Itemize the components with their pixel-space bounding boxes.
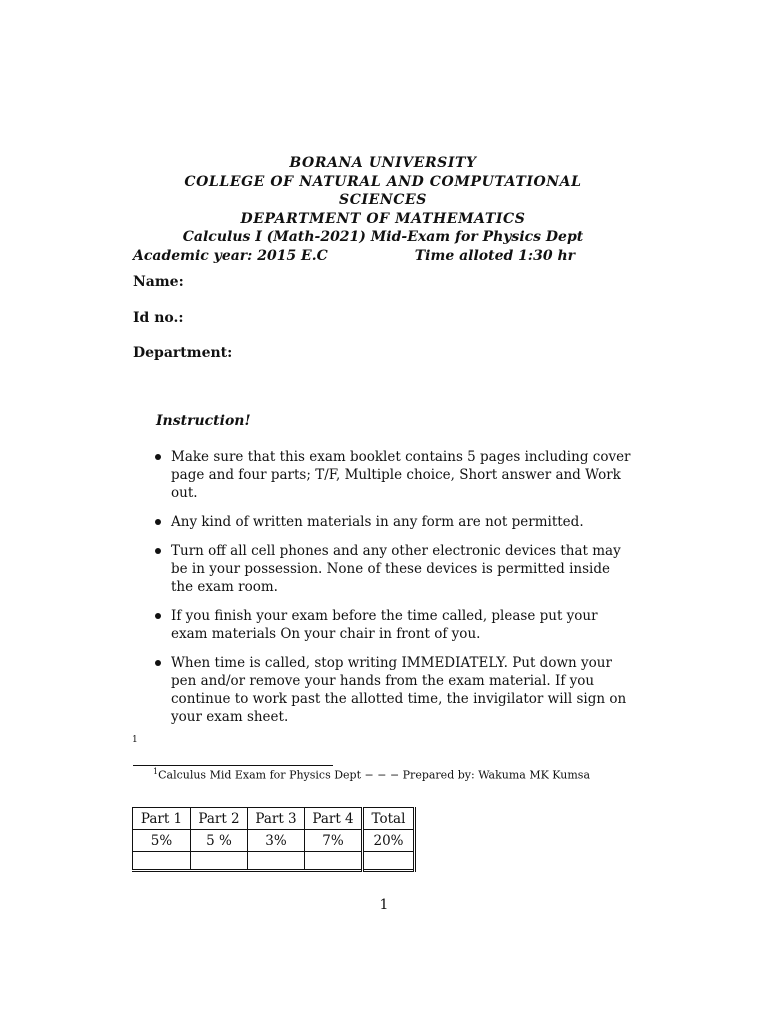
instruction-text: Turn off all cell phones and any other electronic devices that may be in your possession. None of these devices is permitted inside the exam room. <box>171 543 621 595</box>
table-row <box>133 830 415 852</box>
instruction-text: When time is called, stop writing IMMEDIATELY. Put down your pen and/or remove your hands from the exam material. If you continue to work past the allotted time, the invigilator will sign on your exam sheet. <box>171 655 627 725</box>
instruction-item <box>155 448 635 502</box>
department-name: DEPARTMENT OF MATHEMATICS <box>240 210 526 227</box>
instruction-item <box>155 607 635 643</box>
table-cell: 7% <box>305 830 363 852</box>
bullet-icon <box>155 548 161 554</box>
college-name-line-2: SCIENCES <box>339 192 427 208</box>
table-cell: 3% <box>248 830 305 852</box>
footnote-marker: 1 <box>132 735 138 745</box>
instruction-item <box>155 654 635 726</box>
table-cell: 5 % <box>191 830 248 852</box>
year-time-row <box>133 247 633 266</box>
page-number: 1 <box>379 897 389 913</box>
university-name: BORANA UNIVERSITY <box>289 155 477 171</box>
footnote <box>153 767 590 782</box>
id-field-label: Id no.: <box>133 310 184 326</box>
table-header-cell: Part 3 <box>248 808 305 830</box>
instruction-item <box>155 513 635 531</box>
college-name-line-1: COLLEGE OF NATURAL AND COMPUTATIONAL <box>184 173 582 190</box>
table-cell-empty <box>133 852 191 871</box>
name-field-label: Name: <box>133 274 184 290</box>
footnote-superscript: 1 <box>153 767 159 776</box>
department-field-label: Department: <box>133 345 233 361</box>
table-cell: 20% <box>363 830 415 852</box>
course-title: Calculus I (Math-2021) Mid-Exam for Physics Dept <box>182 229 584 245</box>
table-header-cell: Part 1 <box>133 808 191 830</box>
table-cell: 5% <box>133 830 191 852</box>
instruction-text: Make sure that this exam booklet contains 5 pages including cover page and four parts; T/F, Multiple choice, Short answer and Work out. <box>171 449 631 501</box>
bullet-icon <box>155 660 161 666</box>
bullet-icon <box>155 454 161 460</box>
marks-table <box>132 807 416 872</box>
bullet-icon <box>155 613 161 619</box>
table-header-cell: Part 2 <box>191 808 248 830</box>
table-header-cell: Total <box>363 808 415 830</box>
table-header-cell: Part 4 <box>305 808 363 830</box>
footnote-rule <box>133 765 333 766</box>
table-row <box>133 852 415 871</box>
academic-year: Academic year: 2015 E.C <box>133 247 328 264</box>
table-cell-empty <box>363 852 415 871</box>
table-header-row <box>133 808 415 830</box>
instruction-text: Any kind of written materials in any form are not permitted. <box>171 514 584 530</box>
table-cell-empty <box>191 852 248 871</box>
table-cell-empty <box>305 852 363 871</box>
exam-header <box>133 154 633 265</box>
instruction-title: Instruction! <box>156 413 251 429</box>
instruction-item <box>155 542 635 596</box>
bullet-icon <box>155 519 161 525</box>
time-allotted: Time alloted 1:30 hr <box>414 247 575 264</box>
footnote-text: Calculus Mid Exam for Physics Dept − − − Prepared by: Wakuma MK Kumsa <box>158 768 591 782</box>
table-cell-empty <box>248 852 305 871</box>
instruction-list <box>155 448 635 737</box>
instruction-text: If you finish your exam before the time called, please put your exam materials On your chair in front of you. <box>171 608 598 642</box>
